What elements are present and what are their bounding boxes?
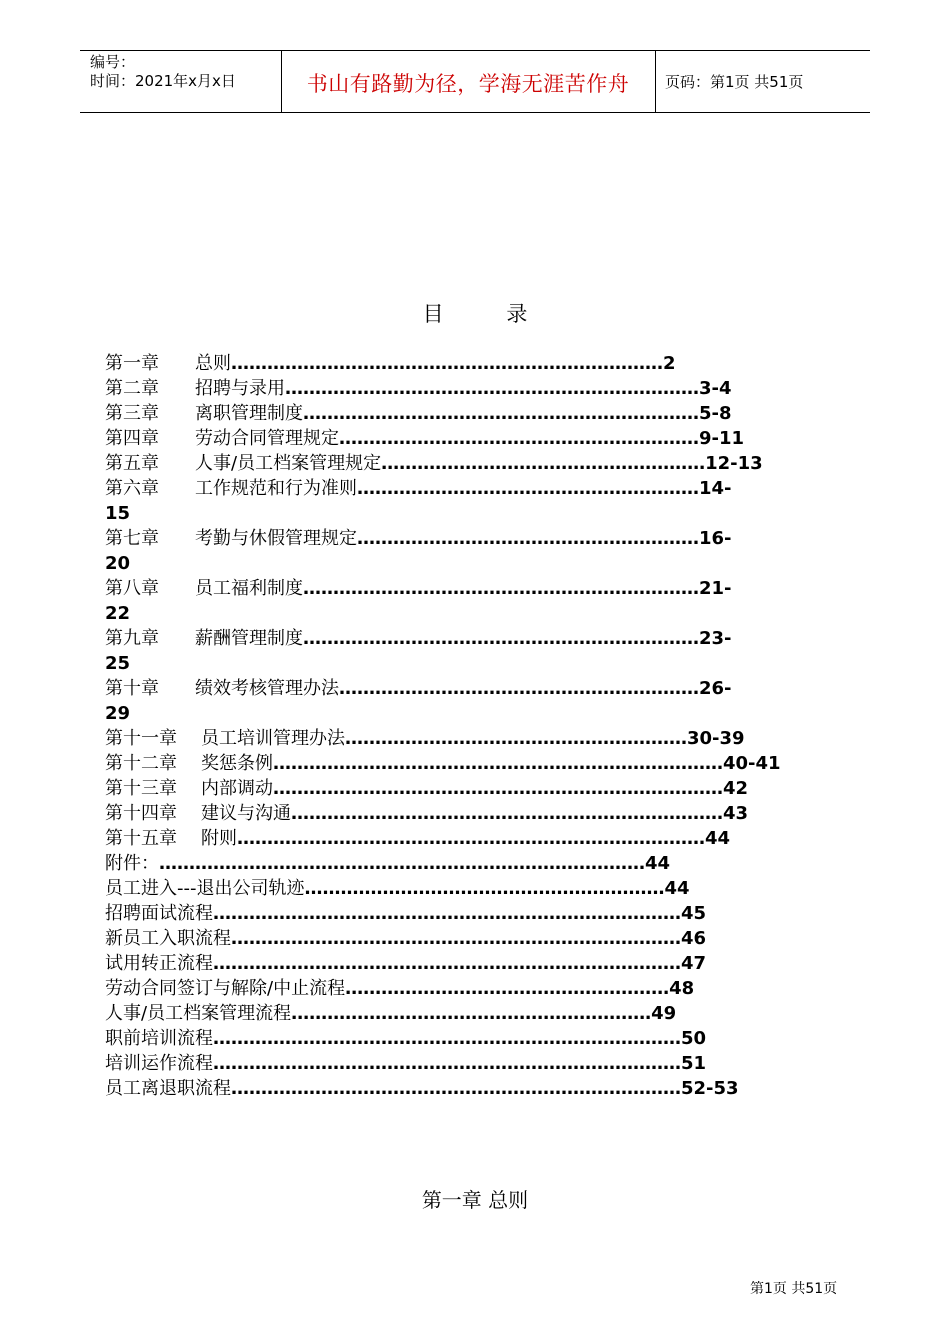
toc-dots: ……………………………………………… bbox=[381, 453, 706, 474]
toc-dots: ……………………………………………………………………… bbox=[159, 853, 645, 874]
toc-chapter: 第十章 bbox=[105, 678, 159, 699]
toc-appendix-entry[interactable] bbox=[105, 1001, 865, 1026]
toc-dots: ………………………………………………………………… bbox=[231, 928, 681, 949]
toc-page: 45 bbox=[681, 903, 707, 924]
toc-appendix-entry[interactable] bbox=[105, 1051, 865, 1076]
toc-name: 建议与沟通 bbox=[201, 803, 291, 824]
toc-dots: …………………………………………………… bbox=[339, 428, 699, 449]
toc-entry[interactable] bbox=[105, 826, 865, 851]
toc-chapter: 第四章 bbox=[105, 428, 159, 449]
toc-appendix-entry[interactable] bbox=[105, 876, 865, 901]
toc-page: 26- bbox=[699, 678, 732, 699]
toc-dots: ………………………………………………………… bbox=[303, 403, 699, 424]
toc-name: 招聘面试流程 bbox=[105, 903, 213, 924]
toc-appendix-entry[interactable] bbox=[105, 851, 865, 876]
toc-page: 42 bbox=[723, 778, 749, 799]
toc-name: 新员工入职流程 bbox=[105, 928, 231, 949]
toc-page: 47 bbox=[681, 953, 707, 974]
toc-chapter: 第六章 bbox=[105, 478, 159, 499]
toc-appendix-entry[interactable] bbox=[105, 951, 865, 976]
chapter-heading: 第一章 总则 bbox=[421, 1188, 529, 1212]
header-bottom-rule bbox=[80, 112, 870, 113]
toc-name: 薪酬管理制度 bbox=[195, 628, 303, 649]
toc-dots: ………………………………………………… bbox=[357, 478, 699, 499]
toc-name: 招聘与录用 bbox=[195, 378, 285, 399]
toc-entry[interactable] bbox=[105, 451, 865, 476]
toc-appendix-entry[interactable] bbox=[105, 976, 865, 1001]
toc-name: 培训运作流程 bbox=[105, 1053, 213, 1074]
toc-page: 2 bbox=[663, 353, 676, 374]
toc-page-continuation: 25 bbox=[105, 653, 131, 674]
toc-name: 员工进入---退出公司轨迹 bbox=[105, 878, 305, 899]
toc-page: 23- bbox=[699, 628, 732, 649]
toc-page: 21- bbox=[699, 578, 732, 599]
toc-page: 50 bbox=[681, 1028, 707, 1049]
toc-chapter: 第十四章 bbox=[105, 803, 177, 824]
toc-entry[interactable] bbox=[105, 751, 865, 776]
toc-page: 16- bbox=[699, 528, 732, 549]
toc-chapter: 第五章 bbox=[105, 453, 159, 474]
toc-page: 30-39 bbox=[687, 728, 745, 749]
time-label: 时间：2021年x月x日 bbox=[90, 72, 236, 90]
toc-entry[interactable] bbox=[105, 526, 865, 551]
toc-name: 奖惩条例 bbox=[201, 753, 273, 774]
toc-chapter: 第八章 bbox=[105, 578, 159, 599]
toc-dots: …………………………………………………………………… bbox=[237, 828, 705, 849]
toc-entry[interactable] bbox=[105, 801, 865, 826]
toc-page: 52-53 bbox=[681, 1078, 739, 1099]
toc-dots: …………………………………………………………… bbox=[285, 378, 699, 399]
toc-entry[interactable] bbox=[105, 376, 865, 401]
toc-chapter: 第十一章 bbox=[105, 728, 177, 749]
toc-entry[interactable] bbox=[105, 576, 865, 601]
toc-page: 40-41 bbox=[723, 753, 781, 774]
toc-page: 43 bbox=[723, 803, 749, 824]
toc-name: 附则 bbox=[201, 828, 237, 849]
toc-chapter: 第一章 bbox=[105, 353, 159, 374]
toc-page-continuation: 22 bbox=[105, 603, 131, 624]
toc-entry[interactable] bbox=[105, 426, 865, 451]
toc-page: 46 bbox=[681, 928, 707, 949]
toc-entry[interactable] bbox=[105, 476, 865, 501]
toc-chapter: 第十二章 bbox=[105, 753, 177, 774]
toc-dots: ………………………………………………………………… bbox=[273, 778, 723, 799]
toc-name: 人事/员工档案管理流程 bbox=[105, 1003, 292, 1024]
toc-dots: …………………………………………………………………… bbox=[213, 1028, 681, 1049]
toc-page: 9-11 bbox=[699, 428, 745, 449]
toc-name: 总则 bbox=[195, 353, 231, 374]
toc-name: 员工培训管理办法 bbox=[201, 728, 345, 749]
toc-page-continuation: 15 bbox=[105, 503, 131, 524]
toc-dots: …………………………………………………… bbox=[339, 678, 699, 699]
toc-page: 44 bbox=[705, 828, 731, 849]
toc-page: 44 bbox=[664, 878, 690, 899]
toc-dots: …………………………………………………………………… bbox=[213, 953, 681, 974]
toc-name: 附件： bbox=[105, 853, 159, 874]
toc-page: 51 bbox=[681, 1053, 707, 1074]
toc-name: 工作规范和行为准则 bbox=[195, 478, 357, 499]
toc-page: 3-4 bbox=[699, 378, 732, 399]
table-of-contents bbox=[105, 351, 865, 1101]
header-divider-right bbox=[655, 50, 656, 112]
toc-dots: ………………………………………………… bbox=[345, 728, 687, 749]
toc-name: 劳动合同管理规定 bbox=[195, 428, 339, 449]
toc-chapter: 第十三章 bbox=[105, 778, 177, 799]
toc-appendix-entry[interactable] bbox=[105, 1076, 865, 1101]
page-footer: 第1页 共51页 bbox=[750, 1281, 838, 1297]
toc-appendix-entry[interactable] bbox=[105, 926, 865, 951]
toc-entry[interactable] bbox=[105, 351, 865, 376]
toc-entry[interactable] bbox=[105, 401, 865, 426]
toc-entry[interactable] bbox=[105, 776, 865, 801]
toc-page: 12-13 bbox=[705, 453, 763, 474]
toc-title: 目 录 bbox=[422, 302, 556, 326]
motto: 书山有路勤为径，学海无涯苦作舟 bbox=[306, 72, 630, 96]
toc-chapter: 第三章 bbox=[105, 403, 159, 424]
header-top-rule bbox=[80, 50, 870, 51]
toc-chapter: 第七章 bbox=[105, 528, 159, 549]
toc-dots: ………………………………………………… bbox=[357, 528, 699, 549]
toc-page: 14- bbox=[699, 478, 732, 499]
toc-dots: …………………………………………………… bbox=[304, 878, 665, 899]
toc-dots: ……………………………………………………………… bbox=[231, 353, 663, 374]
toc-page: 44 bbox=[645, 853, 671, 874]
toc-dots: ………………………………………………………………… bbox=[273, 753, 723, 774]
toc-appendix-entry[interactable] bbox=[105, 901, 865, 926]
toc-page-continuation: 29 bbox=[105, 703, 131, 724]
toc-name: 考勤与休假管理规定 bbox=[195, 528, 357, 549]
toc-name: 试用转正流程 bbox=[105, 953, 213, 974]
toc-page: 48 bbox=[669, 978, 695, 999]
page-label: 页码：第1页 共51页 bbox=[665, 73, 804, 91]
toc-chapter: 第九章 bbox=[105, 628, 159, 649]
toc-entry[interactable] bbox=[105, 626, 865, 651]
toc-name: 人事/员工档案管理规定 bbox=[195, 453, 382, 474]
toc-dots: ………………………………………………………… bbox=[303, 578, 699, 599]
toc-name: 离职管理制度 bbox=[195, 403, 303, 424]
toc-dots: ………………………………………………………………… bbox=[231, 1078, 681, 1099]
toc-chapter: 第十五章 bbox=[105, 828, 177, 849]
toc-appendix-entry[interactable] bbox=[105, 1026, 865, 1051]
toc-dots: …………………………………………………………………… bbox=[213, 903, 681, 924]
toc-dots: …………………………………………………… bbox=[291, 1003, 652, 1024]
toc-dots: ………………………………………………………… bbox=[303, 628, 699, 649]
toc-name: 绩效考核管理办法 bbox=[195, 678, 339, 699]
toc-name: 劳动合同签订与解除/中止流程 bbox=[105, 978, 346, 999]
toc-entry[interactable] bbox=[105, 726, 865, 751]
toc-dots: ……………………………………………………………… bbox=[291, 803, 723, 824]
toc-name: 员工离退职流程 bbox=[105, 1078, 231, 1099]
toc-page: 5-8 bbox=[699, 403, 732, 424]
toc-name: 内部调动 bbox=[201, 778, 273, 799]
toc-page: 49 bbox=[651, 1003, 677, 1024]
toc-name: 员工福利制度 bbox=[195, 578, 303, 599]
toc-page-continuation: 20 bbox=[105, 553, 131, 574]
toc-chapter: 第二章 bbox=[105, 378, 159, 399]
toc-dots: ……………………………………………… bbox=[345, 978, 670, 999]
serial-label: 编号： bbox=[90, 53, 136, 71]
toc-name: 职前培训流程 bbox=[105, 1028, 213, 1049]
toc-dots: …………………………………………………………………… bbox=[213, 1053, 681, 1074]
toc-entry[interactable] bbox=[105, 676, 865, 701]
